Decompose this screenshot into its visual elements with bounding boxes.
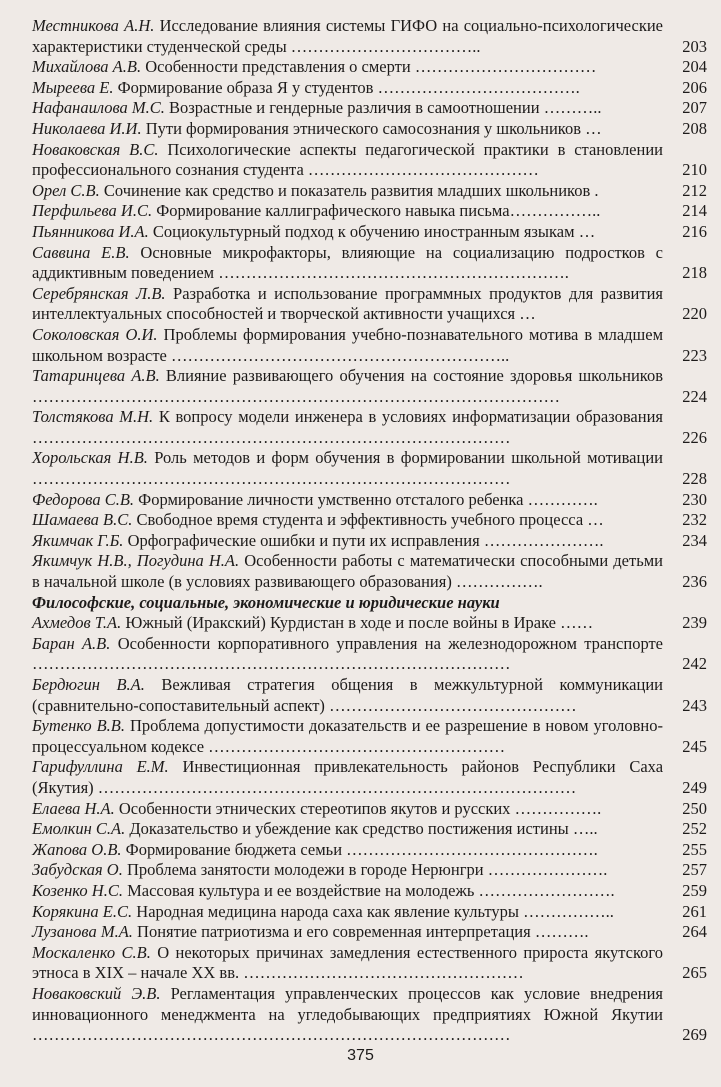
toc-entry — [32, 284, 707, 325]
toc-entry — [32, 222, 707, 243]
toc-entry — [32, 675, 707, 716]
toc-page-number: 214 — [682, 201, 707, 221]
toc-page-number: 230 — [682, 489, 707, 509]
toc-page-number: 206 — [682, 77, 707, 97]
dot-leader: . — [590, 180, 599, 200]
toc-entry — [32, 943, 707, 984]
toc-entry — [32, 201, 707, 222]
toc-page-number: 249 — [682, 777, 707, 797]
toc-page-number: 203 — [682, 36, 707, 56]
dot-leader: …………………………….. — [286, 36, 481, 56]
toc-page-number: 218 — [682, 263, 707, 283]
dot-leader: ……………………………………………… — [204, 736, 506, 756]
toc-title: Южный (Иракский) Курдистан в ходе и после войны в Ираке — [125, 613, 556, 633]
toc-entry-text — [32, 984, 663, 1046]
toc-title: Орфографические ошибки и пути их исправления — [127, 530, 480, 550]
toc-entry-text — [32, 902, 663, 923]
toc-page-number: 245 — [682, 736, 707, 756]
toc-entry — [32, 902, 707, 923]
toc-page-number: 264 — [682, 922, 707, 942]
toc-title: Свободное время студента и эффективность учебного процесса — [136, 510, 584, 530]
toc-title: Разработка и использование программных продуктов для развития интеллектуальных способностей и творческой активности учащихся — [32, 283, 663, 324]
toc-page-number: 242 — [682, 654, 707, 674]
toc-title: О некоторых причинах замедления естественного прироста якутского этноса в XIX – начале XX вв. — [32, 942, 664, 983]
toc-title: Особенности корпоративного управления на железнодорожном транспорте — [117, 633, 664, 653]
toc-author: Орел С.В. — [32, 180, 100, 200]
toc-author: Пьянникова И.А. — [32, 221, 149, 241]
toc-page-number: 224 — [682, 386, 707, 406]
toc-title: Проблема занятости молодежи в городе Нерюнгри — [126, 860, 484, 880]
toc-author: Николаева И.И. — [32, 118, 142, 138]
toc-page-number: 236 — [682, 572, 707, 592]
toc-page-number: 220 — [682, 304, 707, 324]
toc-entry-text — [32, 716, 663, 757]
toc-entry — [32, 57, 707, 78]
toc-author: Федорова С.В. — [32, 489, 135, 509]
toc-author: Саввина Е.В. — [32, 242, 130, 262]
toc-entry — [32, 181, 707, 202]
dot-leader: … — [583, 510, 604, 530]
toc-entry-text — [32, 860, 663, 881]
toc-entry — [32, 325, 707, 366]
toc-entry — [32, 860, 707, 881]
toc-title: Психологические аспекты педагогической практики в становлении профессионального сознания студента — [32, 139, 663, 180]
toc-entry-text — [32, 757, 663, 798]
toc-author: Москаленко С.В. — [32, 942, 151, 962]
toc-entry — [32, 716, 707, 757]
toc-entry-text — [32, 922, 663, 943]
toc-title: Роль методов и форм обучения в формировании школьной мотивации — [154, 448, 664, 468]
toc-author: Серебрянская Л.В. — [32, 283, 166, 303]
toc-entry-text — [32, 531, 663, 552]
toc-entry-text — [32, 943, 663, 984]
toc-entry — [32, 78, 707, 99]
toc-title: Проблема допустимости доказательств и ее разрешение в новом уголовно-процессуальном кодексе — [32, 716, 664, 756]
toc-author: Гарифуллина Е.М. — [32, 757, 169, 777]
toc-title: Основные микрофакторы, влияющие на социализацию подростков с аддиктивным поведением — [32, 242, 664, 283]
toc-author: Нафанаилова М.С. — [32, 98, 165, 118]
toc-author: Баран А.В. — [32, 633, 111, 653]
toc-page-number: 228 — [682, 469, 707, 489]
dot-leader: …………….. — [518, 901, 614, 921]
toc-entry — [32, 922, 707, 943]
toc-author: Бутенко В.В. — [32, 716, 125, 736]
toc-title: Влияние развивающего обучения на состояние здоровья школьников — [165, 366, 664, 386]
table-of-contents — [32, 16, 707, 1046]
toc-entry — [32, 757, 707, 798]
toc-author: Елаева Н.А. — [32, 798, 115, 818]
toc-page-number: 232 — [682, 510, 707, 530]
toc-entry — [32, 984, 707, 1046]
toc-entry-text — [32, 201, 663, 222]
toc-page-number: 207 — [682, 98, 707, 118]
toc-entry — [32, 819, 707, 840]
toc-author: Якимчук Н.В., Погудина Н.А. — [32, 551, 240, 571]
toc-entry — [32, 366, 707, 407]
dot-leader: …………………………………………………….. — [166, 345, 510, 365]
toc-page-number: 252 — [682, 819, 707, 839]
toc-title: Регламентация управленческих процессов как условие внедрения инновационного менеджмента на угледобывающих предприятиях Южной Якутии — [32, 983, 663, 1024]
toc-page-number: 212 — [682, 180, 707, 200]
toc-entry — [32, 407, 707, 448]
toc-author: Новаковский Э.В. — [32, 983, 161, 1003]
toc-author: Козенко Н.С. — [32, 880, 123, 900]
toc-entry — [32, 119, 707, 140]
toc-entry — [32, 881, 707, 902]
toc-entry-text — [32, 634, 663, 675]
toc-entry-text — [32, 799, 663, 820]
dot-leader: …………………………… — [410, 57, 597, 77]
toc-entry-text — [32, 243, 663, 284]
toc-author: Забудская О. — [32, 860, 123, 880]
toc-title: Сочинение как средство и показатель развития младших школьников — [103, 180, 591, 200]
toc-entry — [32, 551, 707, 592]
toc-page-number: 239 — [682, 613, 707, 633]
dot-leader: ………………………………………………………. — [214, 263, 569, 283]
toc-entry-text — [32, 57, 663, 78]
toc-entry — [32, 16, 707, 57]
toc-page-number: 269 — [682, 1025, 707, 1045]
dot-leader: …………………………………… — [303, 160, 539, 180]
toc-author: Корякина Е.С. — [32, 901, 133, 921]
dot-leader: …………………………………………………………………………………… — [32, 386, 560, 406]
toc-title: К вопросу модели инженера в условиях информатизации образования — [158, 407, 663, 427]
toc-author: Татаринцева А.В. — [32, 366, 160, 386]
dot-leader: ………. — [530, 922, 589, 942]
toc-entry — [32, 531, 707, 552]
toc-title: Исследование влияния системы ГИФО на социально-психологические характеристики студенческой среды — [32, 16, 663, 56]
toc-entry — [32, 448, 707, 489]
toc-entry-text — [32, 325, 663, 366]
toc-author: Михайлова А.В. — [32, 57, 142, 77]
dot-leader: … — [574, 221, 596, 241]
dot-leader: …………………………………………………………………………… — [32, 427, 511, 447]
toc-entry-text — [32, 366, 663, 407]
toc-title: Вежливая стратегия общения в межкультурной коммуникации (сравнительно-сопоставительный аспект) — [32, 675, 663, 715]
toc-title: Особенности представления о смерти — [145, 57, 411, 77]
toc-title: Социокультурный подход к обучению иностранным языкам — [152, 221, 575, 241]
toc-page-number: 250 — [682, 798, 707, 818]
toc-page-number: 257 — [682, 860, 707, 880]
toc-author: Бердюгин В.А. — [32, 675, 145, 694]
toc-title: Инвестиционная привлекательность районов Республики Саха (Якутия) — [32, 757, 664, 797]
toc-author: Соколовская О.И. — [32, 324, 158, 344]
toc-entry — [32, 613, 707, 634]
toc-entry-text — [32, 613, 663, 634]
toc-title: Понятие патриотизма и его современная интерпретация — [137, 922, 531, 942]
dot-leader: … — [515, 304, 536, 324]
toc-entry — [32, 634, 707, 675]
dot-leader: ………………………………. — [373, 77, 580, 97]
dot-leader: ……….. — [539, 98, 602, 118]
toc-page-number: 255 — [682, 839, 707, 859]
dot-leader: …………………………………………………………………………… — [32, 469, 511, 489]
toc-entry-text — [32, 551, 663, 592]
toc-entry — [32, 840, 707, 861]
toc-author: Толстякова М.Н. — [32, 407, 154, 427]
dot-leader: …………………………………………… — [239, 963, 524, 983]
dot-leader: ……………………………………… — [324, 695, 577, 715]
toc-entry-text — [32, 98, 663, 119]
toc-entry-text — [32, 407, 663, 448]
toc-author: Емолкин С.А. — [32, 819, 126, 839]
page-number: 375 — [347, 1047, 374, 1064]
toc-entry-text — [32, 448, 663, 489]
dot-leader: ………………………………………. — [342, 839, 598, 859]
toc-entry-text — [32, 490, 663, 511]
dot-leader: …… — [556, 613, 594, 633]
dot-leader: …………. — [523, 489, 598, 509]
toc-entry-text — [32, 222, 663, 243]
toc-entry — [32, 510, 707, 531]
dot-leader: ……………. — [451, 572, 543, 592]
dot-leader: …………………………………………………………………………… — [32, 1025, 511, 1045]
toc-author: Жапова О.В. — [32, 839, 122, 859]
toc-author: Хорольская Н.В. — [32, 448, 148, 468]
dot-leader: …………………. — [483, 860, 608, 880]
toc-author: Шамаева В.С. — [32, 510, 133, 530]
section-heading: Философские, социальные, экономические и юридические науки — [32, 592, 500, 612]
toc-author: Якимчак Г.Б. — [32, 530, 124, 550]
toc-title: Массовая культура и ее воздействие на молодежь — [127, 880, 475, 900]
toc-title: Доказательство и убеждение как средство постижения истины — [129, 819, 569, 839]
toc-entry-text — [32, 181, 663, 202]
toc-entry — [32, 490, 707, 511]
toc-page-number: 210 — [682, 160, 707, 180]
toc-page-number: 226 — [682, 427, 707, 447]
toc-page-number: 204 — [682, 57, 707, 77]
dot-leader: ……………. — [510, 798, 602, 818]
toc-title: Народная медицина народа саха как явление культуры — [136, 901, 519, 921]
toc-entry — [32, 799, 707, 820]
toc-page-number: 234 — [682, 530, 707, 550]
toc-entry-text — [32, 881, 663, 902]
dot-leader: …………….. — [509, 201, 601, 221]
dot-leader: … — [581, 118, 602, 138]
toc-title: Особенности работы с математически способными детьми в начальной школе (в условиях развивающего образования) — [32, 551, 663, 592]
toc-title: Формирование личности умственно отсталого ребенка — [138, 489, 524, 509]
toc-entry-text — [32, 675, 663, 716]
toc-entry — [32, 140, 707, 181]
toc-author: Лузанова М.А. — [32, 922, 133, 942]
toc-page-number: 223 — [682, 345, 707, 365]
toc-author: Новаковская В.С. — [32, 139, 159, 159]
toc-entry-text — [32, 284, 663, 325]
toc-entry-text — [32, 140, 663, 181]
toc-page-number: 208 — [682, 118, 707, 138]
toc-title: Проблемы формирования учебно-познавательного мотива в младшем школьном возрасте — [32, 324, 664, 365]
toc-entry — [32, 98, 707, 119]
dot-leader: …………………. — [479, 530, 604, 550]
dot-leader: …………………………………………………………………………… — [32, 654, 511, 674]
toc-page-number: 261 — [682, 901, 707, 921]
toc-page-number: 265 — [682, 963, 707, 983]
toc-page-number: 259 — [682, 880, 707, 900]
dot-leader: …………………………………………………………………………… — [93, 777, 577, 797]
toc-author: Ахмедов Т.А. — [32, 613, 122, 633]
toc-entry-text — [32, 819, 663, 840]
toc-page-number: 243 — [682, 695, 707, 715]
toc-title: Формирование каллиграфического навыка письма — [156, 201, 510, 221]
toc-entry-text — [32, 16, 663, 57]
toc-title: Формирование бюджета семьи — [125, 839, 343, 859]
dot-leader: ….. — [568, 819, 598, 839]
toc-title: Особенности этнических стереотипов якутов и русских — [118, 798, 511, 818]
toc-page-number: 216 — [682, 221, 707, 241]
toc-entry — [32, 243, 707, 284]
dot-leader: ……………………. — [474, 880, 615, 900]
toc-author: Перфильева И.С. — [32, 201, 153, 221]
toc-entry-text — [32, 510, 663, 531]
toc-title: Возрастные и гендерные различия в самоотношении — [169, 98, 540, 118]
toc-title: Формирование образа Я у студентов — [117, 77, 374, 97]
toc-entry-text — [32, 840, 663, 861]
toc-title: Пути формирования этнического самосознания у школьников — [145, 118, 581, 138]
toc-entry-text — [32, 78, 663, 99]
toc-author: Мыреева Е. — [32, 77, 114, 97]
toc-entry-text — [32, 119, 663, 140]
toc-author: Местникова А.Н. — [32, 16, 155, 35]
